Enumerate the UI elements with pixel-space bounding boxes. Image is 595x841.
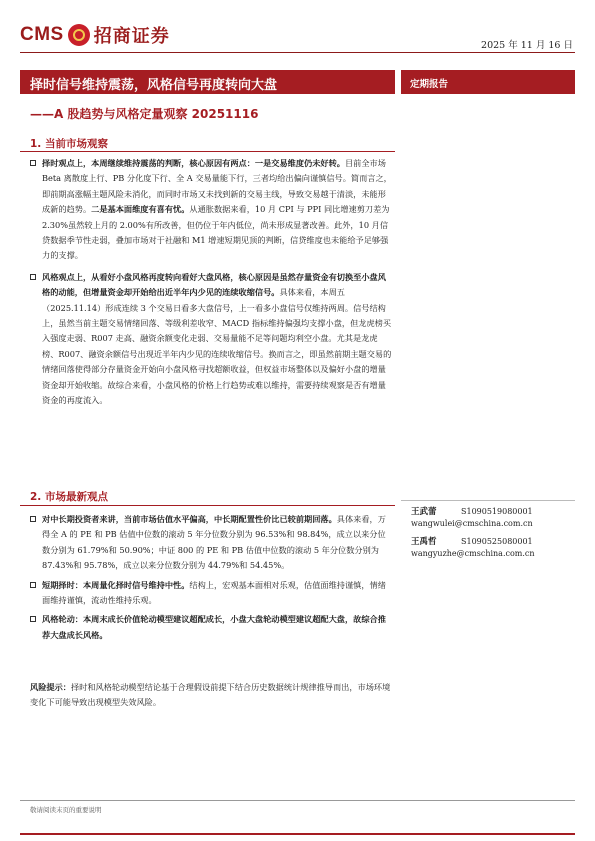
analyst-card xyxy=(411,536,535,560)
risk-warning xyxy=(30,680,392,711)
section-heading: 1. 当前市场观察 xyxy=(30,138,108,150)
report-subtitle: ——A 股趋势与风格定量观察 20251116 xyxy=(30,107,259,121)
section-heading: 2. 市场最新观点 xyxy=(30,491,108,503)
section-body xyxy=(30,512,392,643)
risk-text: 择时和风格轮动模型结论基于合理假设前提下结合历史数据统计规律推导而出，市场环境变化下可能导致出现模型失效风险。 xyxy=(30,682,391,708)
analyst-email[interactable]: wangyuzhe@cmschina.com.cn xyxy=(411,549,535,558)
section-body xyxy=(30,156,392,409)
section-rule xyxy=(20,505,395,506)
analyst-cert: S1090519080001 xyxy=(461,507,533,516)
analyst-cert: S1090525080001 xyxy=(461,537,533,546)
logo-text-en: CMS xyxy=(20,24,64,45)
header-rule xyxy=(20,52,575,53)
checkbox-bullet-icon xyxy=(30,160,36,166)
list-item: 短期择时：本周量化择时信号维持中性。结构上，宏观基本面相对乐观，估值面维持谨慎，情绪面维持谨慎，流动性维持乐观。 xyxy=(30,578,392,609)
checkbox-bullet-icon xyxy=(30,582,36,588)
analyst-card xyxy=(411,506,533,530)
report-title: 择时信号维持震荡，风格信号再度转向大盘 xyxy=(30,78,278,93)
footer-rule xyxy=(20,800,575,801)
analyst-email[interactable]: wangwulei@cmschina.com.cn xyxy=(411,519,533,528)
checkbox-bullet-icon xyxy=(30,516,36,522)
checkbox-bullet-icon xyxy=(30,616,36,622)
list-item: 择时观点上，本周继续维持震荡的判断，核心原因有两点：一是交易维度仍未好转。目前全市场 Beta 离散度上行、PB 分化度下行、全 A 交易量能下行，三者均给出偏向谨慎信号。简而言之，即前期高涨幅主题风险未消化，而同时市场又未找到新的交易主线，导致交易越于清淡，未能形成新的趋势。二是基本面维度有喜有忧。从通胀数据来看，10 月 CPI 与 PPI 同比增速剪刀差为 2.30%虽然较上月的 2.00%有所改善，但仍位于年内低位，尚未形成显著改善。此外，10 月信贷数据季节性走弱，叠加市场对于社融和 M1 增速短期见顶的判断，信贷维度也未能给予足够强力的支撑。 xyxy=(30,156,392,264)
analyst-rule xyxy=(401,500,575,501)
list-item: 风格观点上，从看好小盘风格再度转向看好大盘风格，核心原因是虽然存量资金有切换至小盘风格的动能，但增量资金却开始给出近半年内少见的连续收缩信号。具体来看，本周五（2025.11.14）形成连续 3 个交易日看多大盘信号，上一看多小盘信号仅维持两周。信号结构上，虽然当前主题交易情绪回落、等级利差收窄、MACD 指标维持偏强均支撑小盘，但龙虎榜买入强度走弱、R007 走高、融资余额变化走弱、交易量能不足等问题均利空小盘。尤其是龙虎榜、R007、融资余额信号出现近半年内少见的连续收缩信号。换而言之，即虽然前期主题交易的情绪回落使得部分存量资金开始向小盘风格寻找超额收益，但权益市场整体以及偏好小盘的增量资金却开始收缩。故综合来看，小盘风格的价格上行趋势或难以维持，需要持续观察是否有增量资金的再度流入。 xyxy=(30,270,392,409)
checkbox-bullet-icon xyxy=(30,274,36,280)
list-item: 风格轮动：本周末成长价值轮动模型建议超配成长，小盘大盘轮动模型建议超配大盘，故综合推荐大盘成长风格。 xyxy=(30,612,392,643)
analyst-name: 王禹哲 xyxy=(411,537,437,547)
footer-note: 敬请阅读末页的重要说明 xyxy=(30,806,102,814)
company-logo xyxy=(20,22,170,48)
risk-label: 风险提示： xyxy=(30,682,71,692)
report-type: 定期报告 xyxy=(410,79,449,90)
logo-seal-icon xyxy=(68,24,90,46)
analyst-name: 王武蕾 xyxy=(411,507,437,517)
report-date: 2025 年 11 月 16 日 xyxy=(481,40,573,51)
section-rule xyxy=(20,151,395,152)
logo-text-cn: 招商证券 xyxy=(93,26,170,47)
list-item: 对中长期投资者来讲，当前市场估值水平偏高，中长期配置性价比已较前期回落。具体来看，万得全 A 的 PE 和 PB 估值中位数的滚动 5 年分位数分别为 96.53%和 98.84%，成立以来分位数分别为 61.79%和 50.90%；中证 800 的 PE 和 PB 估值中位数的滚动 5 年分位数分别为 87.43%和 95.78%，成立以来分位数分别为 44.79%和 54.45%。 xyxy=(30,512,392,574)
footer-bar xyxy=(20,833,575,835)
